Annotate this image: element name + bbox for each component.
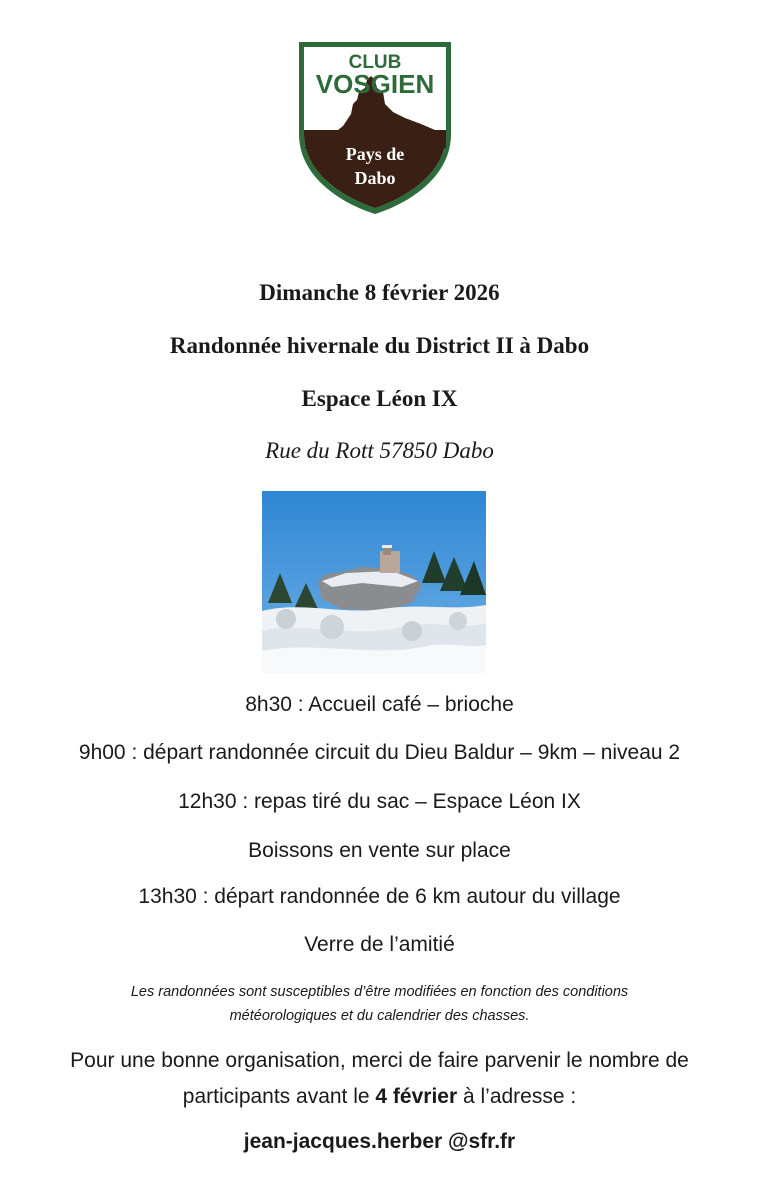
dabo-rock-winter-photo: [262, 491, 486, 673]
conditions-note-line-2: météorologiques et du calendrier des chasses.: [229, 1008, 530, 1024]
registration-instructions: [0, 1043, 759, 1115]
program-item-friendship-drink: Verre de l’amitié: [304, 933, 455, 956]
logo-dabo-text: Dabo: [354, 168, 396, 188]
logo-pays-de-text: Pays de: [345, 144, 405, 164]
registration-deadline: 4 février: [375, 1085, 458, 1108]
logo-vosgien-text: VOSGIEN: [315, 69, 435, 99]
conditions-note: [0, 980, 759, 1028]
logo-club-text: CLUB: [348, 52, 402, 73]
registration-line-2-start: participants avant le: [182, 1085, 376, 1108]
event-date: Dimanche 8 février 2026: [259, 280, 500, 305]
program-item-welcome: 8h30 : Accueil café – brioche: [245, 693, 514, 716]
registration-line-2: [0, 1079, 759, 1115]
event-title: Randonnée hivernale du District II à Dabo: [169, 333, 590, 358]
program-item-lunch: 12h30 : repas tiré du sac – Espace Léon IX: [178, 790, 581, 813]
program-item-drinks: Boissons en vente sur place: [248, 839, 511, 862]
event-venue: Espace Léon IX: [301, 386, 458, 411]
program-item-afternoon-hike: 13h30 : départ randonnée de 6 km autour du village: [138, 885, 621, 908]
program-item-morning-hike: 9h00 : départ randonnée circuit du Dieu Baldur – 9km – niveau 2: [78, 741, 681, 764]
registration-line-1: Pour une bonne organisation, merci de faire parvenir le nombre de: [70, 1049, 689, 1072]
event-address: Rue du Rott 57850 Dabo: [265, 438, 494, 463]
registration-line-2-end: à l’adresse :: [457, 1085, 577, 1108]
conditions-note-line-1: Les randonnées sont susceptibles d’être modifiées en fonction des conditions: [130, 984, 629, 1000]
contact-email[interactable]: jean-jacques.herber @sfr.fr: [243, 1130, 516, 1153]
club-vosgien-logo: [295, 38, 455, 216]
